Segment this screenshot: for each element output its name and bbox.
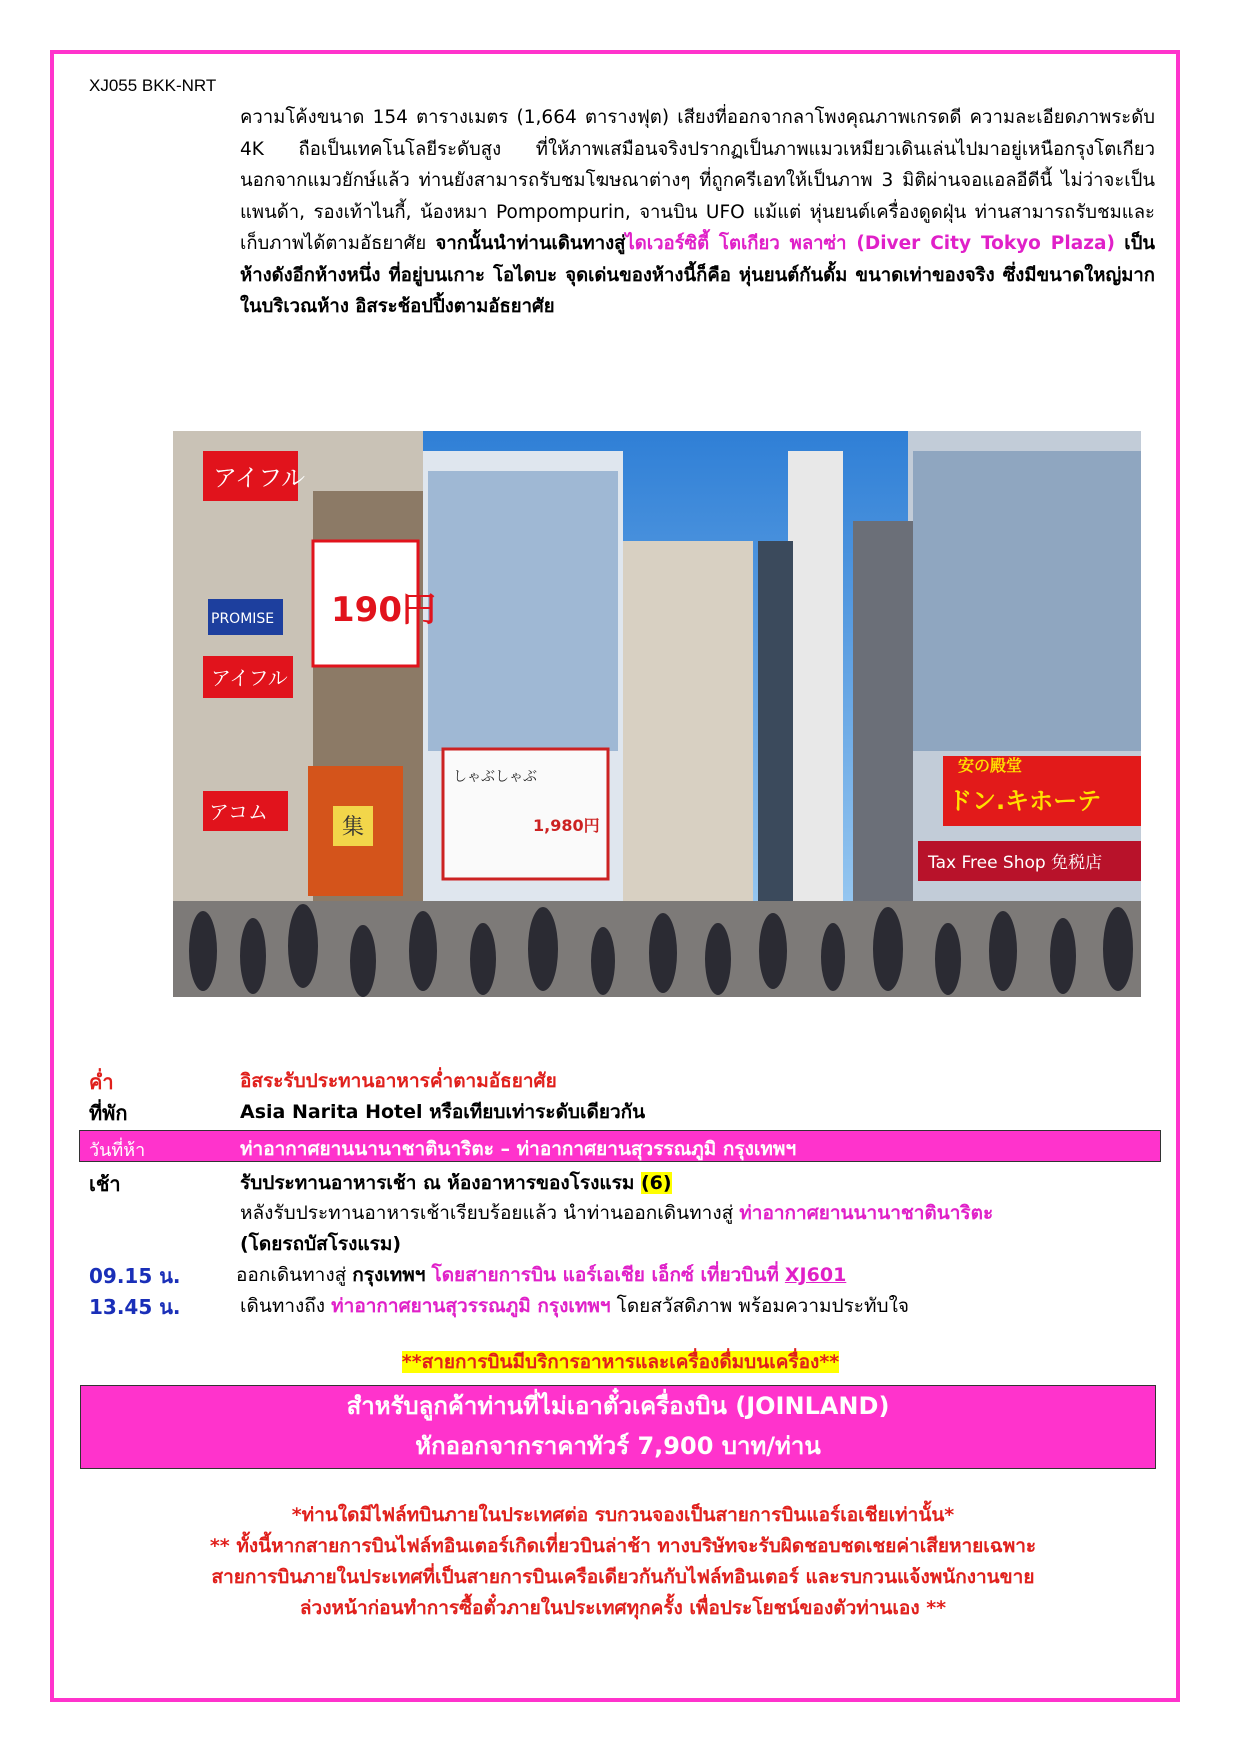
disclaimer-notes	[89, 1500, 1157, 1624]
intro-text: ความโค้งขนาด 154 ตารางเมตร (1,664 ตารางฟุต) เสียงที่ออกจากลาโพงคุณภาพเกรดดี ความละเอียดภาพระดับ 4K ถือเป็นเทคโนโลยีระดับสูง ที่ให้ภาพเสมือนจริงปรากฏเป็นภาพแมวเหมียวเดินเล่นไปมาอยู่เหนือกรุงโตเกียว นอกจากแมวยักษ์แล้ว ท่านยังสามารถรับชมโฆษณาต่างๆ ที่ถูกครีเอทให้เป็นภาพ 3 มิติผ่านจอแอลอีดีนี้ ไม่ว่าจะเป็น แพนด้า, รองเท้าไนกี้, น้องหมา Pompompurin, จานบิน UFO แม้แต่ หุ่นยนต์เครื่องดูดฝุ่น ท่านสามารถรับชมและเก็บภาพได้ตามอัธยาศัย	[240, 107, 1155, 254]
meal-number: (6)	[640, 1172, 672, 1194]
transfer-note: (โดยรถบัสโรงแรม)	[240, 1233, 402, 1255]
sign-promise: PROMISE	[211, 611, 275, 627]
breakfast-row	[240, 1168, 672, 1198]
joinland-line-2: หักออกจากราคาทัวร์ 7,900 บาท/ท่าน	[415, 1432, 821, 1460]
arrival-text: เดินทางถึง	[240, 1295, 326, 1317]
note-line-2: ** ทั้งนี้หากสายการบินไฟล์ทอินเตอร์เกิดเที่ยวบินล่าช้า ทางบริษัทจะรับผิดชอบชดเชยค่าเสียหายเฉพาะ	[209, 1535, 1037, 1557]
flight-airline: โดยสายการบิน แอร์เอเชีย เอ็กซ์ เที่ยวบินที่	[431, 1264, 779, 1286]
flight-city: กรุงเทพฯ	[352, 1264, 426, 1286]
sign-aiful-2: アイフル	[211, 666, 288, 690]
intro-paragraph	[240, 102, 1155, 323]
intro-bold-1: จากนั้นนำท่านเดินทางสู่	[435, 233, 626, 254]
transfer-text: หลังรับประทานอาหารเช้าเรียบร้อยแล้ว นำท่านออกเดินทางสู่	[240, 1202, 734, 1224]
sign-shu: 集	[342, 815, 365, 840]
sign-aiful-1: アイフル	[213, 464, 306, 492]
dinner-text: อิสระรับประทานอาหารค่ำตามอัธยาศัย	[240, 1070, 557, 1092]
tour-code: XJ055 BKK-NRT	[89, 76, 217, 95]
sign-yasu: 安の殿堂	[958, 756, 1023, 775]
joinland-banner	[80, 1385, 1156, 1469]
transfer-destination: ท่าอากาศยานนานาชาตินาริตะ	[739, 1202, 994, 1224]
sign-donki: ドン.キホーテ	[948, 787, 1102, 815]
flight-number-link[interactable]: XJ601	[784, 1264, 847, 1286]
note-line-3: สายการบินภายในประเทศที่เป็นสายการบินเครือเดียวกันกับไฟล์ทอินเตอร์ และรบกวนแจ้งพนักงานขาย	[211, 1566, 1035, 1588]
day-title: ท่าอากาศยานนานาชาตินาริตะ – ท่าอากาศยานสุวรรณภูมิ กรุงเทพฯ	[240, 1138, 797, 1160]
sign-price: 190円	[331, 590, 436, 630]
dinner-label: ค่ำ	[89, 1070, 114, 1094]
day-five-header	[79, 1130, 1161, 1162]
sign-shabu-price: 1,980円	[533, 816, 600, 835]
sign-taxfree: Tax Free Shop 免税店	[928, 853, 1103, 873]
street-illustration	[173, 431, 1141, 997]
sign-acom: アコム	[209, 800, 268, 824]
hotel-label: ที่พัก	[89, 1101, 128, 1125]
destination-name: ไดเวอร์ซิตี้ โตเกียว พลาซ่า (Diver City Tokyo Plaza)	[625, 233, 1115, 254]
arrival-row	[240, 1291, 909, 1321]
flight-time: 09.15 น.	[89, 1264, 181, 1288]
joinland-line-1: สำหรับลูกค้าท่านที่ไม่เอาตั๋วเครื่องบิน (JOINLAND)	[346, 1392, 890, 1420]
arrival-time: 13.45 น.	[89, 1295, 181, 1319]
tokyo-street-photo	[173, 431, 1141, 997]
flight-text: ออกเดินทางสู่	[236, 1264, 347, 1286]
arrival-airport: ท่าอากาศยานสุวรรณภูมิ กรุงเทพฯ	[331, 1295, 611, 1317]
day-label: วันที่ห้า	[89, 1140, 146, 1161]
breakfast-label: เช้า	[89, 1172, 121, 1196]
sign-shabu: しゃぶしゃぶ	[453, 769, 537, 785]
flight-row	[236, 1260, 846, 1290]
transfer-row	[240, 1198, 993, 1228]
note-line-4: ล่วงหน้าก่อนทำการซื้อตั๋วภายในประเทศทุกครั้ง เพื่อประโยชน์ของตัวท่านเอง **	[299, 1597, 947, 1619]
arrival-tail: โดยสวัสดิภาพ พร้อมความประทับใจ	[616, 1295, 909, 1317]
service-note: **สายการบินมีบริการอาหารและเครื่องดื่มบนเครื่อง**	[401, 1351, 840, 1373]
note-line-1: *ท่านใดมีไฟล์ทบินภายในประเทศต่อ รบกวนจองเป็นสายการบินแอร์เอเชียเท่านั้น*	[291, 1504, 955, 1526]
intro-bold-2: เป็นห้างดังอีกห้างหนึ่ง ที่อยู่บนเกาะ โอไดบะ จุดเด่นของห้างนี้ก็คือ หุ่นยนต์กันดั้ม ขนาดเท่าของจริง ซึ่งมีขนาดใหญ่มาก ในบริเวณห้าง อิสระช้อปปิ้งตามอัธยาศัย	[240, 233, 1155, 317]
hotel-text: Asia Narita Hotel หรือเทียบเท่าระดับเดียวกัน	[240, 1101, 646, 1123]
breakfast-text: รับประทานอาหารเช้า ณ ห้องอาหารของโรงแรม	[240, 1172, 635, 1194]
service-note-row	[0, 1347, 1241, 1377]
